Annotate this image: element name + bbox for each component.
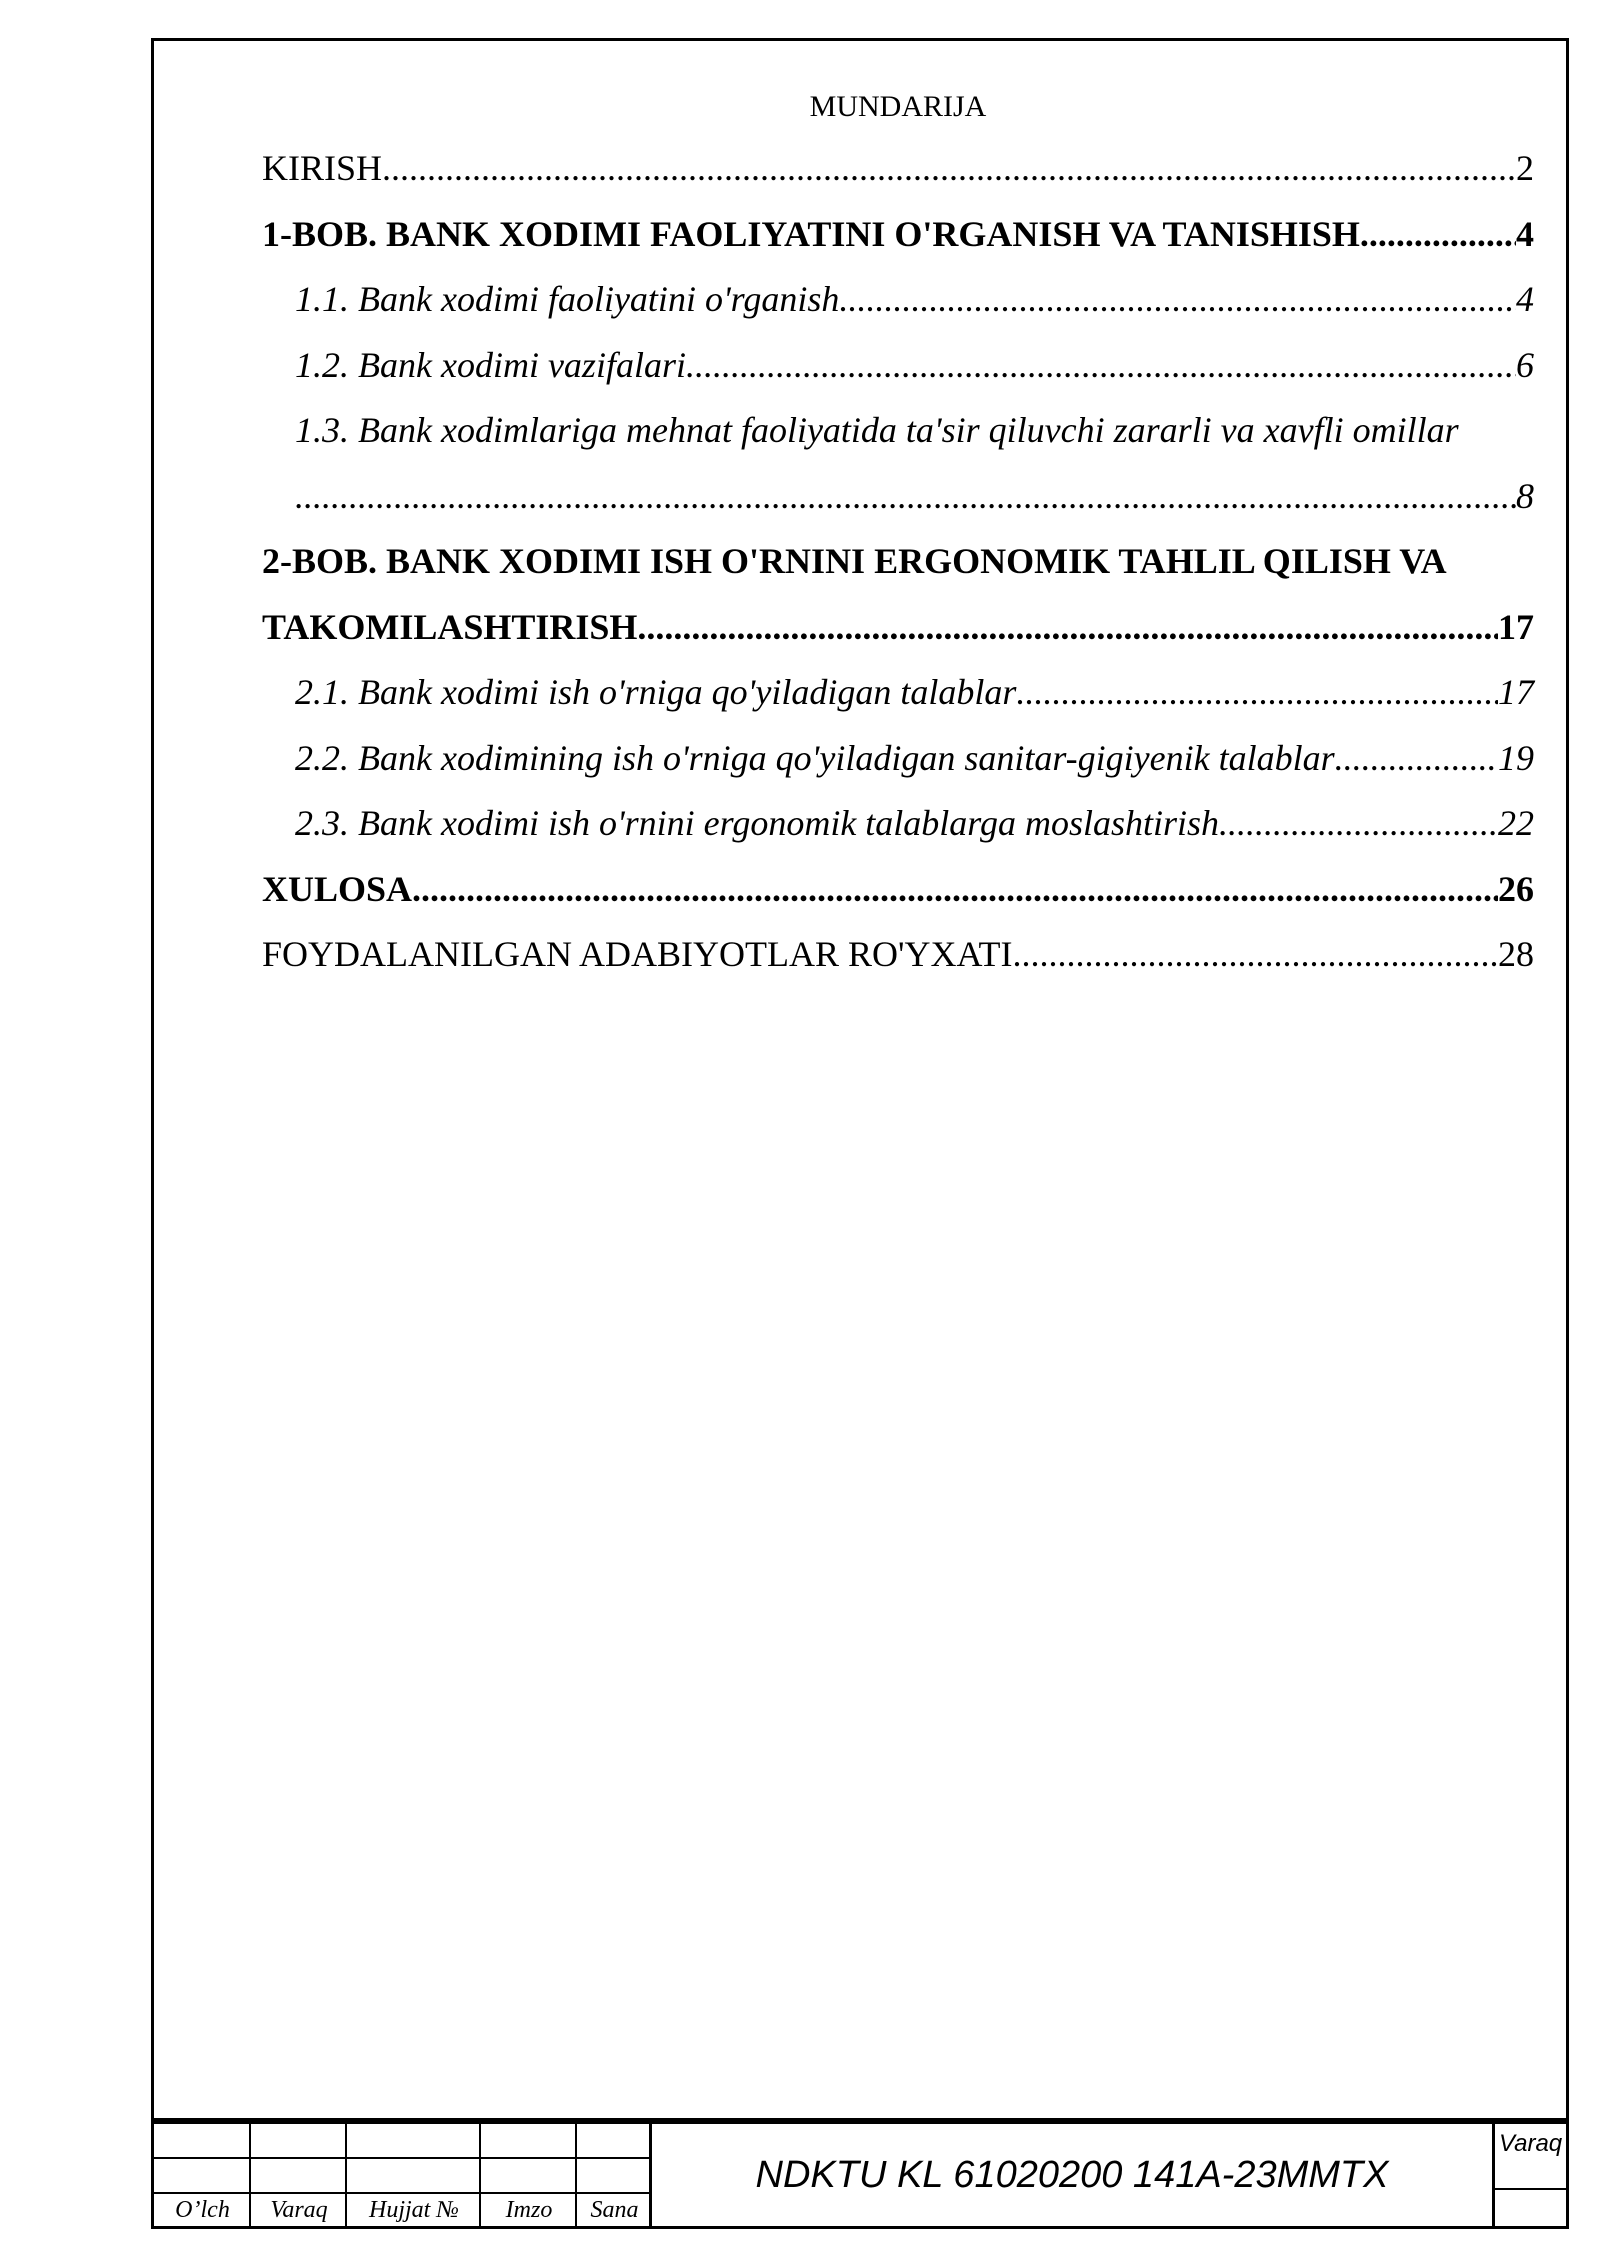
toc-entry-kirish[interactable]: KIRISH ..... 2 <box>262 136 1534 202</box>
toc-entry-chapter-1[interactable]: 1-BOB. BANK XODIMI FAOLIYATINI O'RGANISH VA TANISHISH ..... 4 <box>262 202 1534 268</box>
sheet-label: Varaq <box>1499 2130 1563 2157</box>
stamp-col-olch: O’lch <box>175 2197 230 2223</box>
stamp-col-varaq: Varaq <box>270 2197 328 2223</box>
toc-title: MUNDARIJA <box>809 90 987 123</box>
toc-entry-references[interactable]: FOYDALANILGAN ADABIYOTLAR RO'YXATI ..... 28 <box>262 922 1534 988</box>
toc-entry-1-1[interactable]: 1.1. Bank xodimi faoliyatini o'rganish ..... 4 <box>262 267 1534 333</box>
toc-entry-2-2[interactable]: 2.2. Bank xodimining ish o'rniga qo'yiladigan sanitar-gigiyenik talablar ..... 19 <box>262 726 1534 792</box>
document-code: NDKTU KL 61020200 141A-23MMTX <box>652 2121 1492 2229</box>
toc-entry-1-2[interactable]: 1.2. Bank xodimi vazifalari ..... 6 <box>262 333 1534 399</box>
title-block-stamp <box>151 2121 1569 2229</box>
toc-entry-2-1[interactable]: 2.1. Bank xodimi ish o'rniga qo'yiladigan talablar ..... 17 <box>262 660 1534 726</box>
toc-entry-2-3[interactable]: 2.3. Bank xodimi ish o'rnini ergonomik talablarga moslashtirish ..... 22 <box>262 791 1534 857</box>
table-of-contents <box>262 88 1534 988</box>
stamp-col-hujjat: Hujjat № <box>369 2197 459 2223</box>
toc-entry-1-3[interactable]: 1.3. Bank xodimlariga mehnat faoliyatida ta'sir qiluvchi zararli va xavfli omillar ..... 8 <box>262 398 1534 529</box>
stamp-col-sana: Sana <box>590 2197 639 2223</box>
sheet-number-box <box>1492 2121 1569 2229</box>
stamp-col-imzo: Imzo <box>505 2197 553 2223</box>
toc-entry-chapter-2[interactable]: 2-BOB. BANK XODIMI ISH O'RNINI ERGONOMIK TAHLIL QILISH VA TAKOMILASHTIRISH ..... 17 <box>262 529 1534 660</box>
toc-entry-xulosa[interactable]: XULOSA ..... 26 <box>262 857 1534 923</box>
stamp-grid <box>151 2121 652 2229</box>
